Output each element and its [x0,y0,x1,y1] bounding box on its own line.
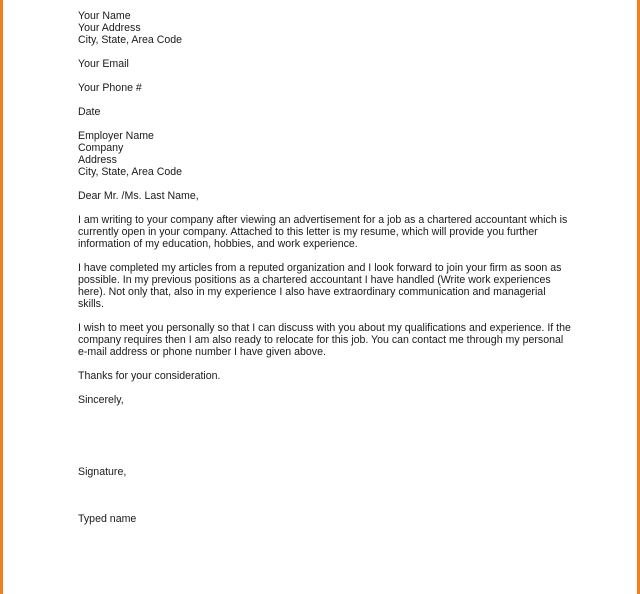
body-paragraph-3 [78,322,578,358]
signature-label: Signature, [78,466,127,478]
paragraph-line: skills. [78,298,104,310]
recipient-block [78,130,578,178]
recipient-company: Company [78,142,124,154]
typed-name: Typed name [78,513,137,525]
letter-date: Date [78,106,101,118]
sender-email: Your Email [78,58,129,70]
paragraph-line: possible. In my previous positions as a chartered accountant I have handled (Write work experiences [78,274,551,286]
paragraph-line: e-mail address or phone number I have given above. [78,346,326,358]
recipient-address: Address [78,154,117,166]
body-paragraph-1 [78,214,578,250]
paragraph-line: information of my education, hobbies, and work experience. [78,238,358,250]
sender-block [78,10,578,118]
paragraph-line: currently open in your company. Attached to this letter is my resume, which will provide you further [78,226,538,238]
body-paragraph-2 [78,262,578,310]
closing: Sincerely, [78,394,124,406]
paragraph-line: I am writing to your company after viewing an advertisement for a job as a chartered accountant which is [78,214,568,226]
paragraph-line: company requires then I am also ready to relocate for this job. You can contact me through my personal [78,334,564,346]
recipient-city-state-zip: City, State, Area Code [78,166,183,178]
paragraph-line: here). Not only that, also in my experience I also have extraordinary communication and managerial [78,286,546,298]
thanks-line: Thanks for your consideration. [78,370,221,382]
sender-phone: Your Phone # [78,82,142,94]
paragraph-line: I wish to meet you personally so that I can discuss with you about my qualifications and experience. If the [78,322,571,334]
cover-letter [78,10,578,525]
sender-city-state-zip: City, State, Area Code [78,34,183,46]
salutation: Dear Mr. /Ms. Last Name, [78,190,199,202]
recipient-name: Employer Name [78,130,154,142]
sender-address: Your Address [78,22,141,34]
sender-name: Your Name [78,10,131,22]
paragraph-line: I have completed my articles from a reputed organization and I look forward to join your firm as soon as [78,262,562,274]
